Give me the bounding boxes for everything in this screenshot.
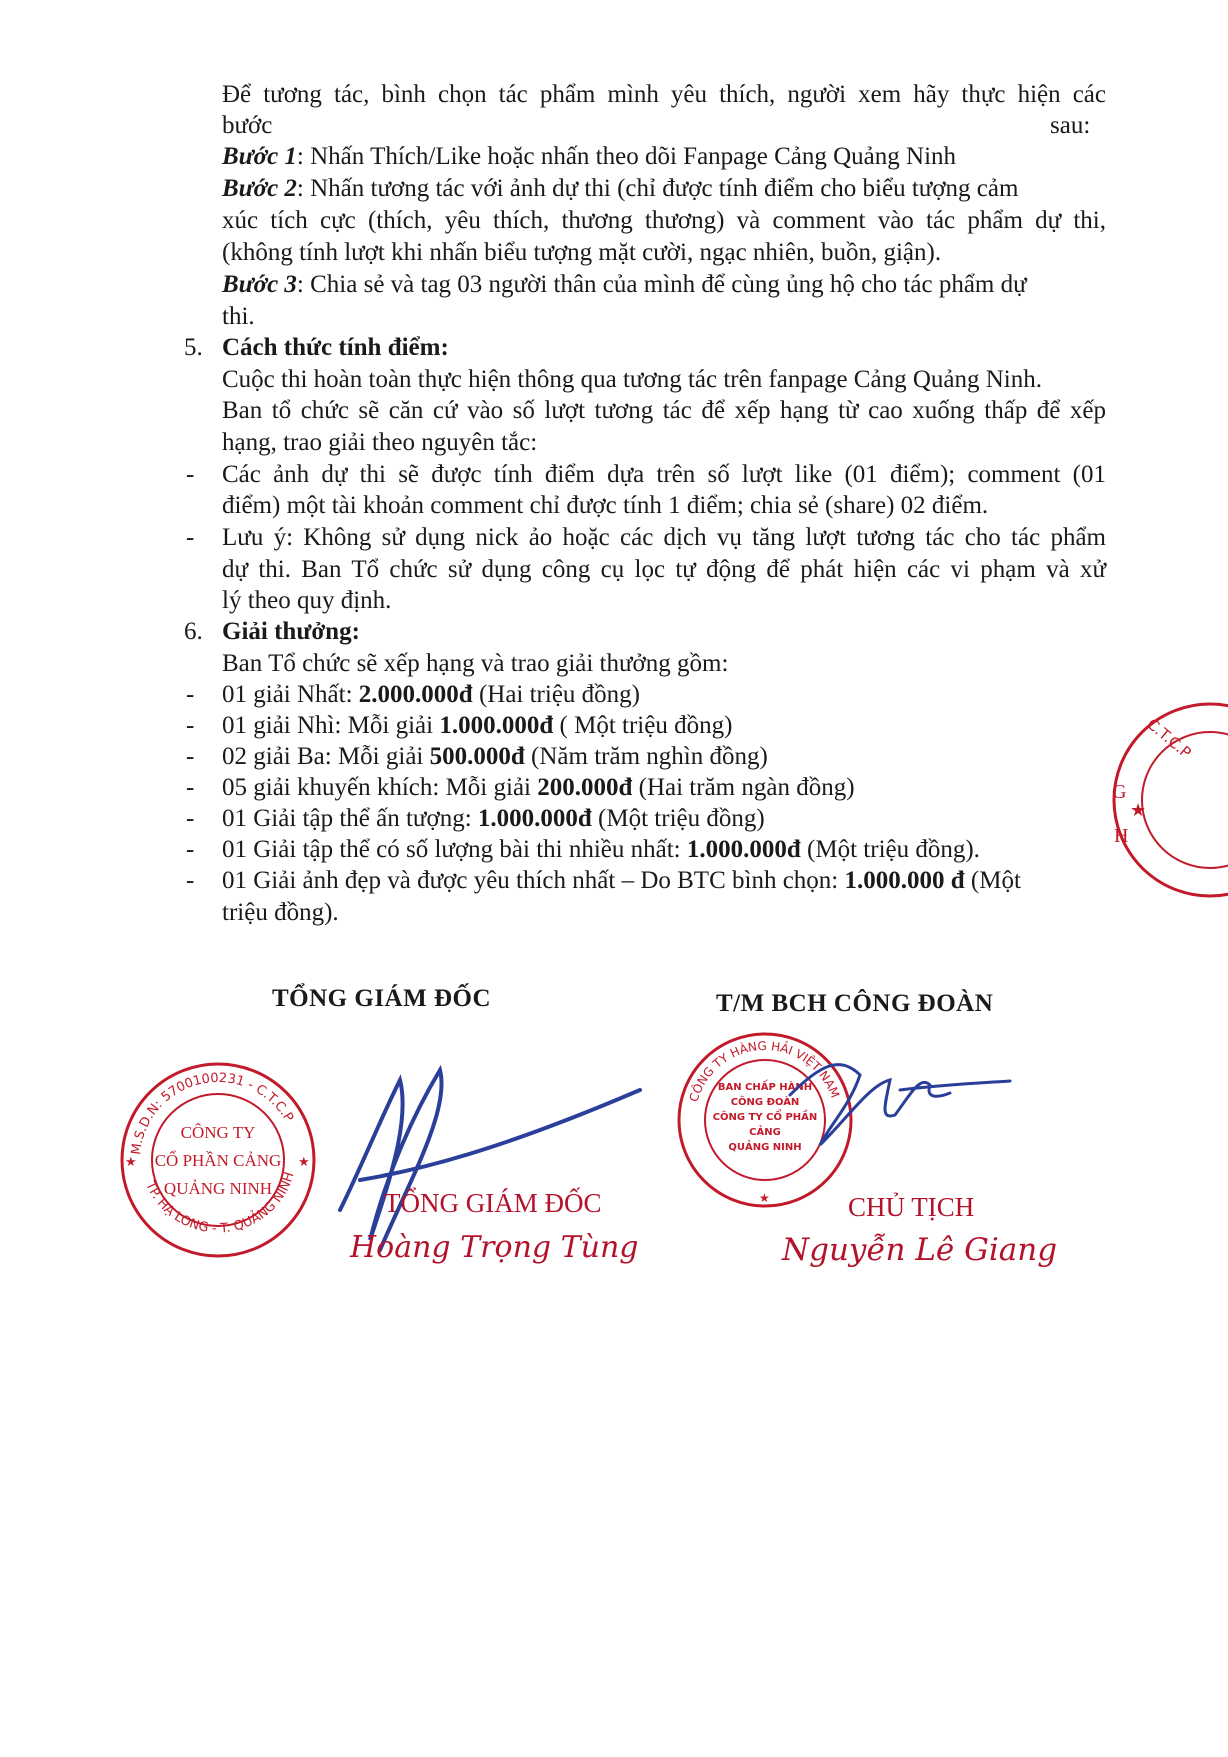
section-5-bullet-2-line-2: dự thi. Ban Tổ chức sử dụng công cụ lọc tự động để phát hiện các vi phạm và xử xyxy=(222,556,1106,583)
section-5-bullet-1-line-1: Các ảnh dự thi sẽ được tính điểm dựa trên số lượt like (01 điểm); comment (01 xyxy=(222,461,1106,488)
right-stamp-center-line: BAN CHẤP HÀNH xyxy=(717,1082,813,1093)
edge-stamp-letter: G xyxy=(1112,781,1127,803)
intro-line-2-left: bước xyxy=(222,112,273,139)
prize-words: (Hai triệu đồng) xyxy=(472,681,640,708)
intro-line-2-right: sau: xyxy=(1050,112,1091,139)
step-1 xyxy=(222,142,956,172)
left-stamp-center-line: CÔNG TY xyxy=(180,1123,256,1142)
step-2-label: Bước 2 xyxy=(222,175,297,202)
bullet-dash: - xyxy=(186,774,195,801)
star-icon: ★ xyxy=(759,1191,770,1205)
bullet-dash: - xyxy=(186,712,195,739)
right-stamp-center-line: QUẢNG NINH xyxy=(728,1142,802,1153)
step-2-cont-2: (không tính lượt khi nhấn biểu tượng mặt cười, ngạc nhiên, buồn, giận). xyxy=(222,239,942,266)
step-2-cont-1: xúc tích cực (thích, yêu thích, thương thương) và comment vào tác phẩm dự thi, xyxy=(222,207,1106,234)
step-3-label: Bước 3 xyxy=(222,271,297,298)
step-3-text: : Chia sẻ và tag 03 người thân của mình để cùng ủng hộ cho tác phẩm dự xyxy=(296,271,1027,298)
edge-stamp-letter: H xyxy=(1114,825,1129,847)
step-2 xyxy=(222,174,1018,204)
left-signer-name: Hoàng Trọng Tùng xyxy=(350,1230,639,1265)
step-1-text: : Nhấn Thích/Like hoặc nhấn theo dõi Fanpage Cảng Quảng Ninh xyxy=(296,143,957,170)
section-6-intro: Ban Tổ chức sẽ xếp hạng và trao giải thưởng gồm: xyxy=(222,650,729,677)
prize-label: 01 giải Nhất: xyxy=(222,681,359,708)
prize-label: 01 giải Nhì: Mỗi giải xyxy=(222,712,440,739)
step-1-label: Bước 1 xyxy=(222,143,297,170)
intro-line-1: Để tương tác, bình chọn tác phẩm mình yêu thích, người xem hãy thực hiện các xyxy=(222,81,1106,108)
prize-amount: 1.000.000 đ xyxy=(844,867,965,894)
right-stamp-center-line: CÔNG ĐOÀN xyxy=(730,1097,800,1108)
prize-label: 05 giải khuyến khích: Mỗi giải xyxy=(222,774,538,801)
prize-amount: 1.000.000đ xyxy=(439,712,554,739)
step-2-text: : Nhấn tương tác với ảnh dự thi (chỉ được tính điểm cho biểu tượng cảm xyxy=(296,175,1019,202)
bullet-dash: - xyxy=(186,524,195,551)
prize-amount: 1.000.000đ xyxy=(686,836,801,863)
section-5-p1: Cuộc thi hoàn toàn thực hiện thông qua tương tác trên fanpage Cảng Quảng Ninh. xyxy=(222,366,1042,393)
right-signature-title: T/M BCH CÔNG ĐOÀN xyxy=(716,990,994,1017)
prize-item xyxy=(222,711,732,741)
star-icon: ★ xyxy=(298,1154,310,1169)
left-signer-role: TỔNG GIÁM ĐỐC xyxy=(384,1188,602,1218)
edge-stamp xyxy=(1100,700,1228,900)
left-stamp-ring-text: M.S.D.N: 5700100231 - C.T.C.P xyxy=(129,1070,296,1156)
bullet-dash: - xyxy=(186,836,195,863)
left-signature-title: TỔNG GIÁM ĐỐC xyxy=(272,985,491,1012)
bullet-dash: - xyxy=(186,805,195,832)
left-company-stamp xyxy=(118,1060,318,1260)
right-stamp-center-line: CÔNG TY CỔ PHẦN xyxy=(712,1112,818,1123)
edge-stamp-ring-text: C.T.C.P xyxy=(1143,714,1195,762)
prize-label: 01 Giải ảnh đẹp và được yêu thích nhất – Do BTC bình chọn: xyxy=(222,867,845,894)
prize-label: 01 Giải tập thể có số lượng bài thi nhiều nhất: xyxy=(222,836,687,863)
right-signature-scribble xyxy=(780,1035,1020,1175)
left-stamp-bottom-text: TP. HẠ LONG - T. QUẢNG NINH xyxy=(142,1170,298,1237)
prize-words: (Một triệu đồng) xyxy=(591,805,765,832)
right-signer-role: CHỦ TỊCH xyxy=(848,1192,975,1222)
right-stamp-ring-top: CÔNG TY HÀNG HẢI VIỆT NAM xyxy=(686,1038,843,1104)
prize-amount: 200.000đ xyxy=(537,774,633,801)
left-stamp-center-line: CỔ PHẦN CẢNG xyxy=(154,1151,282,1170)
prize-words: (Hai trăm ngàn đồng) xyxy=(632,774,855,801)
prize-words: ( Một triệu đồng) xyxy=(553,712,733,739)
section-5-p2: Ban tổ chức sẽ căn cứ vào số lượt tương tác để xếp hạng từ cao xuống thấp để xếp xyxy=(222,397,1106,424)
right-stamp-center-line: CẢNG xyxy=(749,1127,781,1138)
prize-item-continuation: triệu đồng). xyxy=(222,899,339,926)
prize-words: (Một xyxy=(964,867,1021,894)
star-icon: ★ xyxy=(1130,800,1147,820)
section-6-number: 6. xyxy=(184,618,203,645)
prize-item xyxy=(222,742,768,772)
left-stamp-center-line: QUẢNG NINH xyxy=(163,1179,273,1198)
prize-label: 02 giải Ba: Mỗi giải xyxy=(222,743,430,770)
section-5-bullet-1-line-2: điểm) một tài khoản comment chỉ được tính 1 điểm; chia sẻ (share) 02 điểm. xyxy=(222,492,989,519)
bullet-dash: - xyxy=(186,461,195,488)
bullet-dash: - xyxy=(186,743,195,770)
prize-item xyxy=(222,835,980,865)
prize-amount: 2.000.000đ xyxy=(358,681,473,708)
prize-item xyxy=(222,680,640,710)
section-5-bullet-2-line-3: lý theo quy định. xyxy=(222,587,392,614)
prize-label: 01 Giải tập thể ấn tượng: xyxy=(222,805,478,832)
prize-item xyxy=(222,866,1021,896)
section-6-heading: Giải thưởng: xyxy=(222,618,360,645)
prize-amount: 500.000đ xyxy=(429,743,525,770)
step-3-cont: thi. xyxy=(222,303,255,330)
prize-words: (Một triệu đồng). xyxy=(800,836,980,863)
star-icon: ★ xyxy=(125,1154,137,1169)
right-signer-name: Nguyễn Lê Giang xyxy=(782,1232,1058,1268)
prize-amount: 1.000.000đ xyxy=(477,805,592,832)
step-3 xyxy=(222,270,1027,300)
prize-item xyxy=(222,804,765,834)
section-5-heading: Cách thức tính điểm: xyxy=(222,334,449,361)
section-5-bullet-2-line-1: Lưu ý: Không sử dụng nick ảo hoặc các dịch vụ tăng lượt tương tác cho tác phẩm xyxy=(222,524,1106,551)
prize-words: (Năm trăm nghìn đồng) xyxy=(524,743,768,770)
section-5-number: 5. xyxy=(184,334,203,361)
section-5-p3: hạng, trao giải theo nguyên tắc: xyxy=(222,429,538,456)
prize-item xyxy=(222,773,855,803)
bullet-dash: - xyxy=(186,867,195,894)
bullet-dash: - xyxy=(186,681,195,708)
